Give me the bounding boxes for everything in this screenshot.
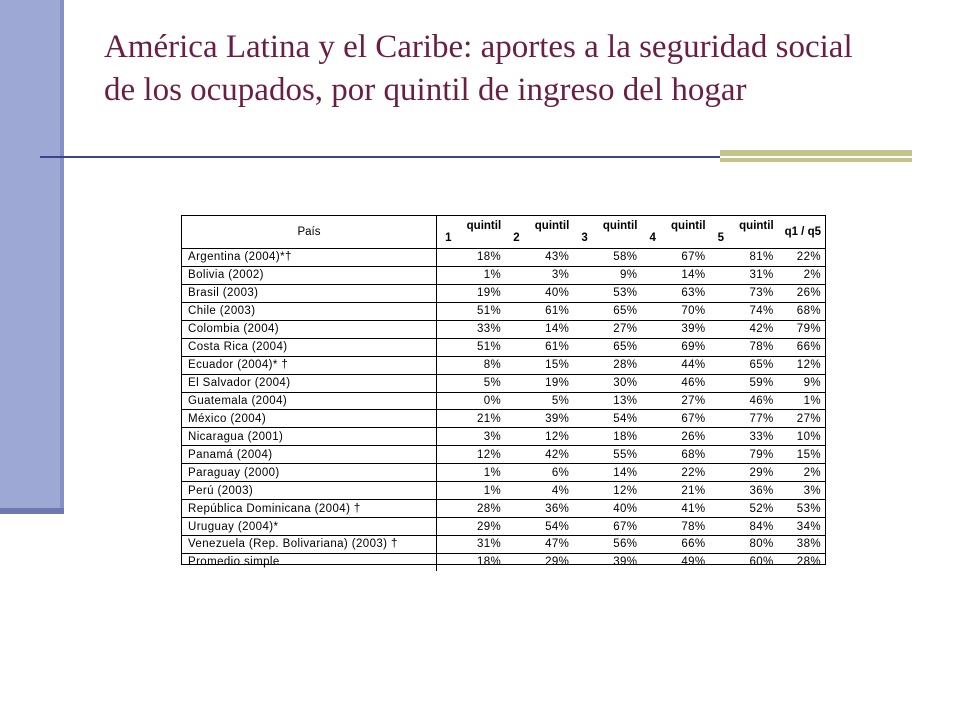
cell-q4: 69% — [641, 338, 709, 356]
cell-q5: 29% — [710, 464, 778, 482]
cell-q3: 14% — [573, 464, 641, 482]
table-row — [182, 302, 825, 320]
cell-country: Bolivia (2002) — [182, 266, 437, 284]
cell-q4: 70% — [641, 302, 709, 320]
cell-q1: 18% — [437, 249, 506, 267]
cell-ratio: 9% — [778, 374, 825, 392]
cell-q2: 47% — [505, 536, 573, 554]
cell-ratio: 15% — [778, 446, 825, 464]
cell-q2: 36% — [505, 500, 573, 518]
cell-ratio: 3% — [778, 482, 825, 500]
table-row — [182, 536, 825, 554]
table-row — [182, 356, 825, 374]
cell-country: Perú (2003) — [182, 482, 437, 500]
cell-q2: 61% — [505, 338, 573, 356]
header-quintil-1-top: quintil — [466, 220, 502, 232]
cell-q1: 28% — [437, 500, 506, 518]
cell-q3: 53% — [573, 284, 641, 302]
cell-q4: 27% — [641, 392, 709, 410]
cell-q1: 3% — [437, 428, 506, 446]
cell-q3: 39% — [613, 556, 638, 569]
cell-q2: 19% — [505, 374, 573, 392]
cell-q3: 65% — [573, 302, 641, 320]
cell-q2: 5% — [505, 392, 573, 410]
table-row — [182, 500, 825, 518]
cell-q5: 77% — [710, 410, 778, 428]
cell-q4: 78% — [641, 518, 709, 536]
cell-country: Paraguay (2000) — [182, 464, 437, 482]
cell-q5: 52% — [710, 500, 778, 518]
cell-q3: 27% — [573, 320, 641, 338]
cell-q1: 21% — [437, 410, 506, 428]
cell-q1: 1% — [437, 266, 506, 284]
cell-q5: 74% — [710, 302, 778, 320]
cell-q1: 31% — [437, 536, 506, 554]
cell-q1: 19% — [437, 284, 506, 302]
header-quintil-2-bottom: 2 — [513, 232, 520, 244]
cell-q3: 56% — [573, 536, 641, 554]
cell-ratio: 38% — [778, 536, 825, 554]
cell-q2: 40% — [505, 284, 573, 302]
cell-ratio: 28% — [796, 556, 821, 569]
cell-q2: 54% — [505, 518, 573, 536]
cell-q4: 21% — [641, 482, 709, 500]
table-row — [182, 464, 825, 482]
table-row — [182, 410, 825, 428]
cell-q4: 22% — [641, 464, 709, 482]
title-underline — [40, 156, 720, 158]
cell-ratio: 27% — [778, 410, 825, 428]
table-row — [182, 374, 825, 392]
cell-country: Ecuador (2004)* † — [182, 356, 437, 374]
table-row — [182, 249, 825, 267]
cell-q4: 44% — [641, 356, 709, 374]
cell-ratio: 68% — [778, 302, 825, 320]
cell-country: Colombia (2004) — [182, 320, 437, 338]
cell-country: Argentina (2004)*† — [182, 249, 437, 267]
title-accent-rule-lower — [720, 158, 912, 162]
cell-q5: 33% — [710, 428, 778, 446]
cell-q4: 63% — [641, 284, 709, 302]
header-quintil-5-top: quintil — [739, 220, 774, 232]
cell-country: México (2004) — [182, 410, 437, 428]
cell-ratio: 22% — [778, 249, 825, 267]
title-accent-rule — [720, 150, 912, 156]
cell-country: Panamá (2004) — [182, 446, 437, 464]
header-country: País — [182, 216, 437, 249]
cell-q1: 12% — [437, 446, 506, 464]
cell-q2: 39% — [505, 410, 573, 428]
cell-country: Guatemala (2004) — [182, 392, 437, 410]
header-quintil-3 — [573, 216, 641, 249]
cell-q3: 65% — [573, 338, 641, 356]
cell-ratio: 66% — [778, 338, 825, 356]
cell-q4: 26% — [641, 428, 709, 446]
header-quintil-4-bottom: 4 — [649, 232, 656, 244]
table-header-row — [182, 216, 825, 249]
cell-q3: 55% — [573, 446, 641, 464]
cell-q1: 51% — [437, 302, 506, 320]
cell-q4: 67% — [641, 410, 709, 428]
left-accent-bar-edge — [60, 0, 64, 512]
header-quintil-4 — [641, 216, 709, 249]
cell-q2: 61% — [505, 302, 573, 320]
cell-q5: 60% — [749, 556, 774, 569]
header-quintil-2 — [505, 216, 573, 249]
table-row — [182, 518, 825, 536]
cell-q1: 29% — [437, 518, 506, 536]
table-row — [182, 482, 825, 500]
cell-country: Uruguay (2004)* — [182, 518, 437, 536]
cell-q2: 12% — [505, 428, 573, 446]
cell-q2: 4% — [505, 482, 573, 500]
cell-q2: 15% — [505, 356, 573, 374]
cell-q5: 65% — [710, 356, 778, 374]
cell-q4: 46% — [641, 374, 709, 392]
table-row — [182, 266, 825, 284]
header-ratio: q1 / q5 — [778, 216, 825, 249]
left-accent-bar-shadow — [0, 508, 64, 514]
cell-ratio: 2% — [778, 266, 825, 284]
header-quintil-1-bottom: 1 — [445, 232, 452, 244]
cell-q3: 67% — [573, 518, 641, 536]
cell-q3: 9% — [573, 266, 641, 284]
cell-q3: 12% — [573, 482, 641, 500]
cell-q1: 8% — [437, 356, 506, 374]
cell-country: Nicaragua (2001) — [182, 428, 437, 446]
data-table — [181, 215, 826, 569]
cell-q3: 28% — [573, 356, 641, 374]
cell-ratio: 79% — [778, 320, 825, 338]
cell-q1: 33% — [437, 320, 506, 338]
cell-q5: 46% — [710, 392, 778, 410]
header-quintil-5 — [710, 216, 778, 249]
cell-q2: 14% — [505, 320, 573, 338]
cell-country: Promedio simple — [182, 553, 437, 570]
table-body — [182, 249, 825, 571]
cell-q3: 58% — [573, 249, 641, 267]
table-row — [182, 284, 825, 302]
cell-q4: 39% — [641, 320, 709, 338]
cell-ratio: 2% — [778, 464, 825, 482]
cell-q2: 42% — [505, 446, 573, 464]
cell-q2: 3% — [505, 266, 573, 284]
table-row — [182, 338, 825, 356]
cell-ratio: 1% — [778, 392, 825, 410]
cell-q1: 0% — [437, 392, 506, 410]
cell-q5: 42% — [710, 320, 778, 338]
table-row — [182, 392, 825, 410]
cell-country: El Salvador (2004) — [182, 374, 437, 392]
header-quintil-1 — [437, 216, 506, 249]
cell-q3: 18% — [573, 428, 641, 446]
cell-q1: 18% — [476, 556, 502, 569]
cell-q5: 31% — [710, 266, 778, 284]
table-row — [182, 446, 825, 464]
cell-ratio: 10% — [778, 428, 825, 446]
cell-q1: 5% — [437, 374, 506, 392]
left-accent-bar — [0, 0, 64, 512]
slide-title: América Latina y el Caribe: aportes a la seguridad social de los ocupados, por quintil de ingreso del hogar — [104, 29, 853, 108]
cell-ratio: 26% — [778, 284, 825, 302]
cell-q4: 14% — [641, 266, 709, 284]
cell-country: Brasil (2003) — [182, 284, 437, 302]
cell-q1: 1% — [437, 464, 506, 482]
cell-q4: 41% — [641, 500, 709, 518]
cell-q3: 30% — [573, 374, 641, 392]
cell-country: Costa Rica (2004) — [182, 338, 437, 356]
header-quintil-3-top: quintil — [602, 220, 638, 232]
cell-ratio: 53% — [778, 500, 825, 518]
cell-q2: 6% — [505, 464, 573, 482]
cell-q5: 73% — [710, 284, 778, 302]
cell-ratio: 12% — [778, 356, 825, 374]
cell-q5: 84% — [710, 518, 778, 536]
table-row — [182, 428, 825, 446]
cell-q5: 59% — [710, 374, 778, 392]
cell-q4: 68% — [641, 446, 709, 464]
cell-ratio: 34% — [778, 518, 825, 536]
cell-q3: 54% — [573, 410, 641, 428]
table-row-average — [182, 553, 825, 570]
cell-country: Venezuela (Rep. Bolivariana) (2003) † — [182, 536, 437, 554]
cell-q5: 36% — [710, 482, 778, 500]
cell-q4: 49% — [681, 556, 706, 569]
header-quintil-2-top: quintil — [534, 220, 570, 232]
cell-q5: 80% — [710, 536, 778, 554]
cell-q4: 67% — [641, 249, 709, 267]
header-quintil-4-top: quintil — [671, 220, 706, 232]
table-row — [182, 320, 825, 338]
cell-q5: 79% — [710, 446, 778, 464]
cell-country: República Dominicana (2004) † — [182, 500, 437, 518]
cell-q3: 13% — [573, 392, 641, 410]
cell-q1: 51% — [437, 338, 506, 356]
cell-q4: 66% — [641, 536, 709, 554]
cell-q2: 29% — [545, 556, 570, 569]
cell-q1: 1% — [437, 482, 506, 500]
header-quintil-5-bottom: 5 — [717, 232, 725, 244]
header-quintil-3-bottom: 3 — [581, 232, 588, 244]
cell-q5: 81% — [710, 249, 778, 267]
cell-country: Chile (2003) — [182, 302, 437, 320]
cell-q3: 40% — [573, 500, 641, 518]
cell-q2: 43% — [505, 249, 573, 267]
cell-q5: 78% — [710, 338, 778, 356]
